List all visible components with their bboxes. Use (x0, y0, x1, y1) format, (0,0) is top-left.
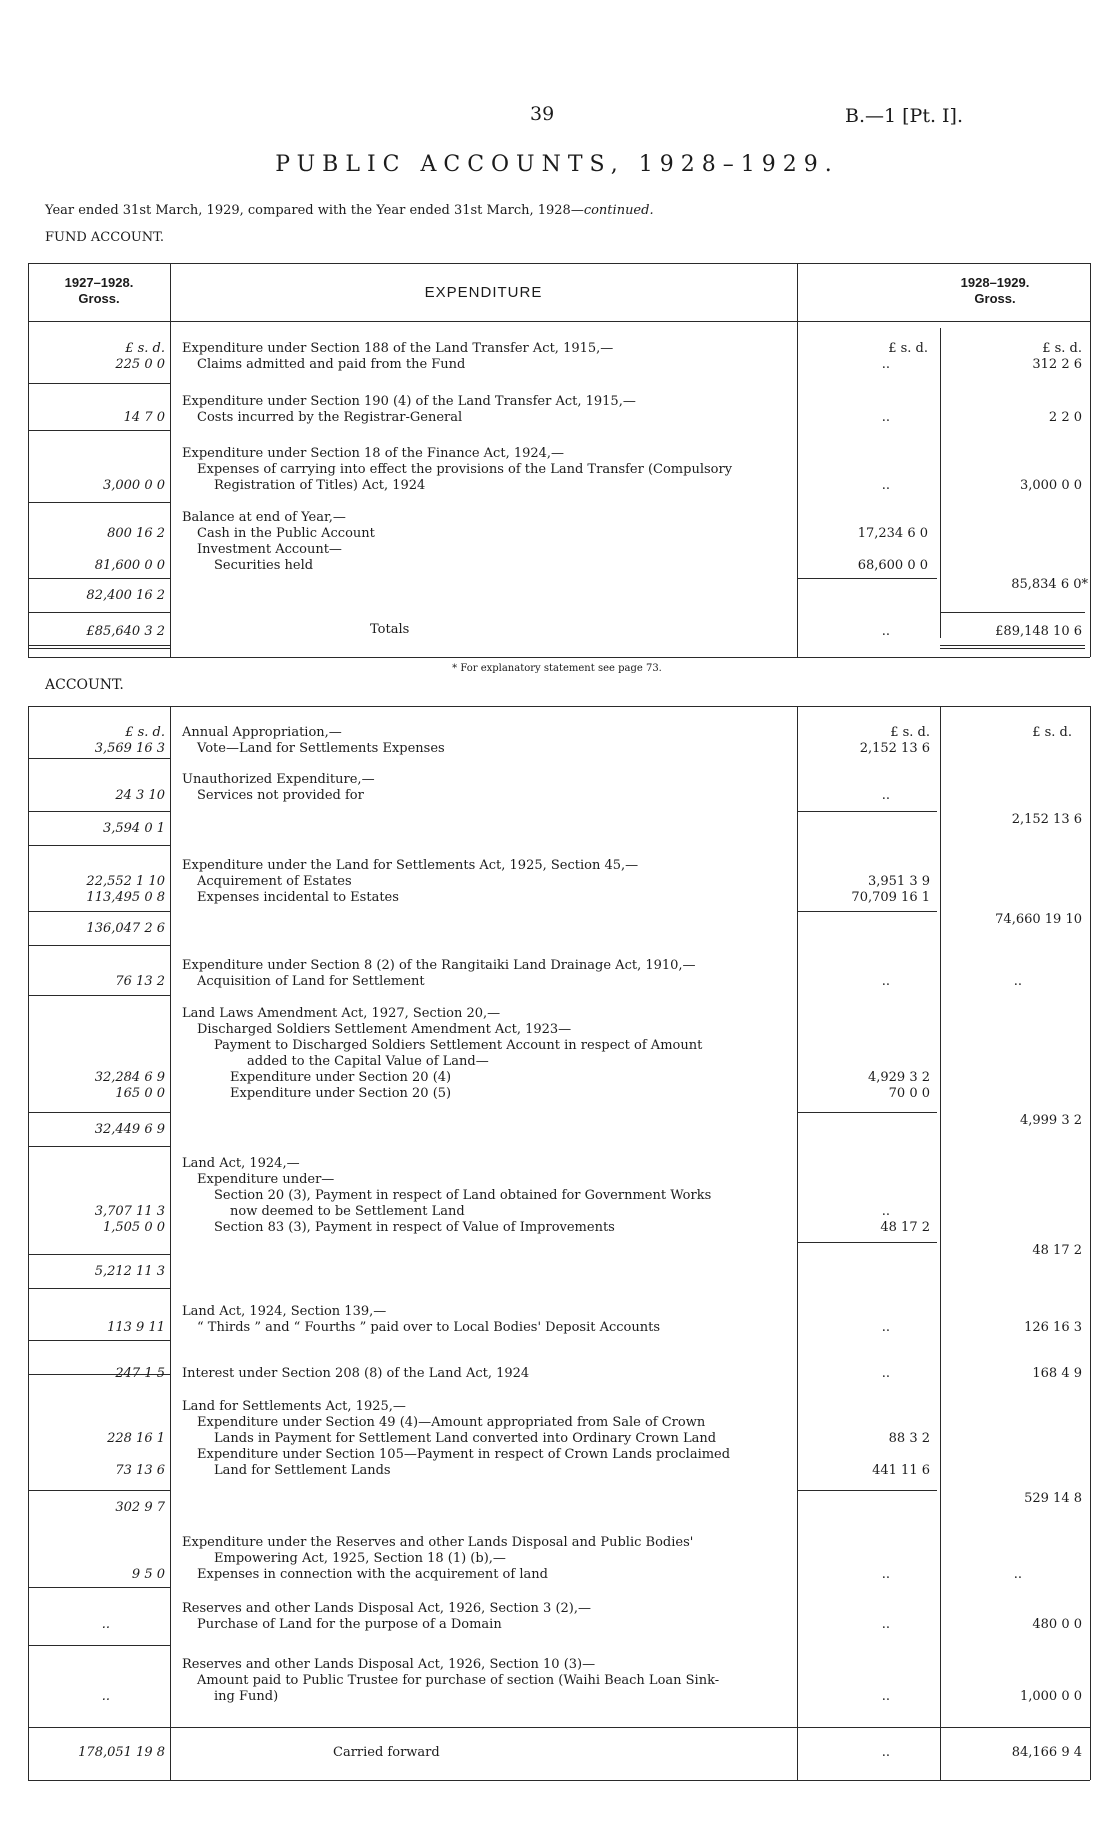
col-cur-year: 1928–1929. (960, 275, 1030, 290)
row-b-value: 312 2 6 (1032, 357, 1082, 372)
reserves1926a-prev: .. (101, 1617, 110, 1632)
landact-heading: Land Act, 1924,— (182, 1156, 300, 1171)
sec139-heading: Land Act, 1924, Section 139,— (182, 1304, 387, 1319)
landact-sub: Expenditure under— (197, 1172, 335, 1187)
reserves1926b-item: Amount paid to Public Trustee for purchase of section (Waihi Beach Loan Sink- (197, 1673, 720, 1688)
row-heading: Expenditure under Section 190 (4) of the Land Transfer Act, 1915,— (182, 394, 636, 409)
balance-total-b: 85,834 6 0* (1011, 577, 1088, 592)
landlaws-item: Expenditure under Section 20 (4) (230, 1070, 452, 1085)
interest-item: Interest under Section 208 (8) of the Land Act, 1924 (182, 1366, 530, 1381)
landlaws-sub: added to the Capital Value of Land— (247, 1054, 489, 1069)
currency-b: £ s. d. (1042, 341, 1082, 356)
lfs1925-heading: Land for Settlements Act, 1925,— (182, 1399, 406, 1414)
account-label: ACCOUNT. (45, 677, 124, 693)
col-prev-gross: Gross. (78, 291, 120, 306)
lfs1925-item: Expenditure under Section 49 (4)—Amount appropriated from Sale of Crown (197, 1415, 706, 1430)
sec45-a: 3,951 3 9 (867, 874, 930, 889)
page-title: PUBLIC ACCOUNTS, 1928–1929. (275, 152, 839, 177)
sec45-item: Expenses incidental to Estates (197, 890, 399, 905)
carried-forward-label: Carried forward (333, 1745, 440, 1760)
reserves1925-b: .. (1013, 1567, 1022, 1582)
sec45-a: 70,709 16 1 (851, 890, 930, 905)
subtitle-continued: continued. (583, 203, 654, 218)
lfs1925-item-continued: Land for Settlement Lands (214, 1463, 391, 1478)
row-heading: Expenditure under Section 18 of the Finance Act, 1924,— (182, 446, 565, 461)
lfs1925-a: 88 3 2 (888, 1431, 930, 1446)
unauth-heading: Unauthorized Expenditure,— (182, 772, 375, 787)
landlaws-subtotal-prev: 32,449 6 9 (94, 1122, 165, 1137)
sec45-item: Acquirement of Estates (197, 874, 352, 889)
sec139-prev: 113 9 11 (107, 1320, 165, 1335)
landlaws-sub: Discharged Soldiers Settlement Amendment Act, 1923— (197, 1022, 572, 1037)
row-item: Costs incurred by the Registrar-General (197, 410, 463, 425)
totals-b: £89,148 10 6 (995, 624, 1082, 639)
balance-securities-a: 68,600 0 0 (857, 558, 928, 573)
rangitaiki-item: Acquisition of Land for Settlement (197, 974, 425, 989)
balance-cash-a: 17,234 6 0 (857, 526, 928, 541)
interest-prev: 247 1 5 (115, 1366, 165, 1381)
sec45-prev: 22,552 1 10 (86, 874, 165, 889)
fund-account-label: FUND ACCOUNT. (45, 230, 165, 245)
balance-securities-prev: 81,600 0 0 (94, 558, 165, 573)
row-item: Claims admitted and paid from the Fund (197, 357, 466, 372)
row-a-value: .. (881, 410, 890, 425)
rangitaiki-b: .. (1013, 974, 1022, 989)
lfs1925-item-continued: Lands in Payment for Settlement Land converted into Ordinary Crown Land (214, 1431, 717, 1446)
lfs1925-item: Expenditure under Section 105—Payment in respect of Crown Lands proclaimed (197, 1447, 731, 1462)
col-expenditure-header: EXPENDITURE (424, 284, 543, 301)
landlaws-a: 70 0 0 (888, 1086, 930, 1101)
lfs1925-b: 529 14 8 (1024, 1491, 1082, 1506)
subtitle (45, 203, 654, 218)
subtitle-main: Year ended 31st March, 1929, compared with the Year ended 31st March, 1928— (45, 203, 584, 218)
reserves1926b-a: .. (881, 1689, 890, 1704)
sec139-b: 126 16 3 (1024, 1320, 1082, 1335)
row-item-continued: Registration of Titles) Act, 1924 (214, 478, 426, 493)
reserves1926b-heading: Reserves and other Lands Disposal Act, 1926, Section 10 (3)— (182, 1657, 596, 1672)
unauth-subtotal-prev: 3,594 0 1 (102, 821, 165, 836)
row-a-value: .. (881, 478, 890, 493)
currency-prev: £ s. d. (125, 341, 165, 356)
balance-heading: Balance at end of Year,— (182, 510, 346, 525)
totals-a: .. (881, 624, 890, 639)
landlaws-sub: Payment to Discharged Soldiers Settlement Account in respect of Amount (214, 1038, 703, 1053)
balance-cash-prev: 800 16 2 (107, 526, 165, 541)
landact-a: .. (881, 1204, 890, 1219)
carried-forward-prev: 178,051 19 8 (78, 1745, 165, 1760)
col-prev-year: 1927–1928. (64, 275, 134, 290)
landact-a: 48 17 2 (880, 1220, 930, 1235)
interest-a: .. (881, 1366, 890, 1381)
row-prev-value: 14 7 0 (123, 410, 165, 425)
row-b-value: 2 2 0 (1048, 410, 1082, 425)
reserves1926b-item-continued: ing Fund) (214, 1689, 279, 1704)
balance-investment-label: Investment Account— (197, 542, 342, 557)
annual-item: Vote—Land for Settlements Expenses (197, 741, 445, 756)
landlaws-a: 4,929 3 2 (867, 1070, 930, 1085)
lfs1925-prev: 228 16 1 (107, 1431, 165, 1446)
rangitaiki-prev: 76 13 2 (115, 974, 165, 989)
unauth-a: .. (881, 788, 890, 803)
sec45-prev: 113,495 0 8 (86, 890, 165, 905)
totals-label: Totals (370, 622, 410, 637)
sec139-item: “ Thirds ” and “ Fourths ” paid over to Local Bodies' Deposit Accounts (197, 1320, 661, 1335)
sec45-b: 74,660 19 10 (995, 912, 1082, 927)
sec139-a: .. (881, 1320, 890, 1335)
reserves1925-heading: Expenditure under the Reserves and other Lands Disposal and Public Bodies' (182, 1535, 694, 1550)
sec45-subtotal-prev: 136,047 2 6 (86, 921, 165, 936)
reserves1926a-item: Purchase of Land for the purpose of a Domain (197, 1617, 502, 1632)
row-a-value: .. (881, 357, 890, 372)
lfs1925-prev: 73 13 6 (115, 1463, 165, 1478)
footnote: * For explanatory statement see page 73. (452, 663, 662, 674)
rangitaiki-heading: Expenditure under Section 8 (2) of the Rangitaiki Land Drainage Act, 1910,— (182, 958, 696, 973)
landlaws-heading: Land Laws Amendment Act, 1927, Section 20,— (182, 1006, 501, 1021)
landlaws-prev: 32,284 6 9 (94, 1070, 165, 1085)
currency-a: £ s. d. (888, 341, 928, 356)
annual-prev: 3,569 16 3 (94, 741, 165, 756)
row-prev-value: 3,000 0 0 (102, 478, 165, 493)
carried-forward-a: .. (881, 1745, 890, 1760)
reserves1925-heading-continued: Empowering Act, 1925, Section 18 (1) (b),— (214, 1551, 506, 1566)
landact-item: Section 83 (3), Payment in respect of Value of Improvements (214, 1220, 615, 1235)
row-heading: Expenditure under Section 188 of the Land Transfer Act, 1915,— (182, 341, 614, 356)
landlaws-item: Expenditure under Section 20 (5) (230, 1086, 452, 1101)
annual-a: 2,152 13 6 (859, 741, 930, 756)
unauth-prev: 24 3 10 (115, 788, 165, 803)
balance-subtotal-prev: 82,400 16 2 (86, 588, 165, 603)
rangitaiki-a: .. (881, 974, 890, 989)
document-reference: B.—1 [Pt. I]. (845, 105, 963, 127)
sec45-heading: Expenditure under the Land for Settlements Act, 1925, Section 45,— (182, 858, 639, 873)
row-item: Expenses of carrying into effect the provisions of the Land Transfer (Compulsory (197, 462, 733, 477)
interest-b: 168 4 9 (1032, 1366, 1082, 1381)
totals-prev: £85,640 3 2 (86, 624, 165, 639)
balance-cash-label: Cash in the Public Account (197, 526, 375, 541)
currency-prev: £ s. d. (125, 725, 165, 740)
reserves1926a-heading: Reserves and other Lands Disposal Act, 1926, Section 3 (2),— (182, 1601, 591, 1616)
unauth-item: Services not provided for (197, 788, 364, 803)
row-b-value: 3,000 0 0 (1019, 478, 1082, 493)
currency-a: £ s. d. (890, 725, 930, 740)
landact-b: 48 17 2 (1032, 1243, 1082, 1258)
landlaws-prev: 165 0 0 (115, 1086, 165, 1101)
reserves1926b-b: 1,000 0 0 (1019, 1689, 1082, 1704)
landact-prev: 1,505 0 0 (102, 1220, 165, 1235)
row-prev-value: 225 0 0 (115, 357, 165, 372)
landlaws-b: 4,999 3 2 (1019, 1113, 1082, 1128)
reserves1925-a: .. (881, 1567, 890, 1582)
reserves1925-item: Expenses in connection with the acquirement of land (197, 1567, 548, 1582)
annual-heading: Annual Appropriation,— (182, 725, 342, 740)
landact-item: Section 20 (3), Payment in respect of Land obtained for Government Works (214, 1188, 712, 1203)
reserves1925-prev: 9 5 0 (131, 1567, 165, 1582)
landact-subtotal-prev: 5,212 11 3 (94, 1264, 165, 1279)
balance-securities-label: Securities held (214, 558, 314, 573)
lfs1925-a: 441 11 6 (872, 1463, 930, 1478)
reserves1926a-b: 480 0 0 (1032, 1617, 1082, 1632)
col-cur-header (900, 275, 1090, 307)
col-cur-gross: Gross. (974, 291, 1016, 306)
col-prev-header (28, 275, 170, 307)
reserves1926a-a: .. (881, 1617, 890, 1632)
unauth-b: 2,152 13 6 (1011, 812, 1082, 827)
landact-item-continued: now deemed to be Settlement Land (230, 1204, 465, 1219)
page-number: 39 (530, 103, 555, 125)
lfs1925-subtotal-prev: 302 9 7 (115, 1500, 165, 1515)
carried-forward-b: 84,166 9 4 (1011, 1745, 1082, 1760)
reserves1926b-prev: .. (101, 1689, 110, 1704)
currency-b: £ s. d. (1032, 725, 1072, 740)
landact-prev: 3,707 11 3 (94, 1204, 165, 1219)
